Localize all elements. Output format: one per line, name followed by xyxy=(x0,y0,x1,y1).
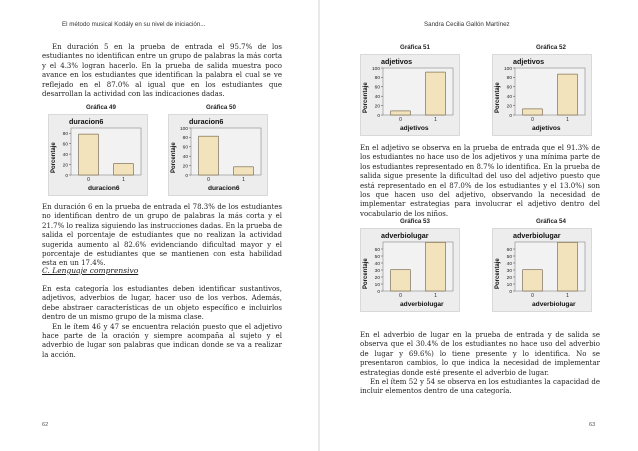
figure-50-label: Gráfica 50 xyxy=(206,104,236,111)
y-tick-label: 20 xyxy=(62,163,68,169)
y-tick-label: 0 xyxy=(65,173,68,179)
intro-paragraph: En duración 5 en la prueba de entrada el 95.7% de los estudiantes no identifican entre un grupo de palabras la más corta y el 4.3% logran hacerlo. En la prueba de salida muestra poco avance en los estudiantes que identifican la palabra el cual se ve reflejado en el 87.0% al igual que en los estudiantes que desarrollan la actividad con las indicaciones dadas. xyxy=(42,43,282,99)
y-tick-label: 60 xyxy=(374,247,380,253)
bar-0 xyxy=(391,270,411,291)
bar-chart-duracion6-salida xyxy=(168,114,268,196)
bar-0 xyxy=(523,109,543,115)
chart-y-axis-label: Porcentaje xyxy=(363,82,369,113)
bar-chart-adverbiolugar-entrada xyxy=(360,228,460,312)
section-title: C. Lenguaje comprensivo xyxy=(42,266,139,275)
y-tick-label: 20 xyxy=(374,104,380,110)
y-tick-label: 0 xyxy=(185,173,188,179)
chart-x-axis-label: adverbiolugar xyxy=(532,301,576,308)
chart-title: duracion6 xyxy=(189,117,224,126)
chart-title: adjetivos xyxy=(513,57,545,66)
figure-49-label: Gráfica 49 xyxy=(86,104,116,111)
chart-plot xyxy=(361,229,459,311)
bar-1 xyxy=(426,242,446,291)
x-tick-label: 0 xyxy=(207,177,210,183)
x-tick-label: 1 xyxy=(434,117,437,123)
y-tick-label: 100 xyxy=(371,66,380,72)
chart-title: adverbiolugar xyxy=(513,231,561,240)
figure-54-label: Gráfica 54 xyxy=(536,218,566,225)
bar-1 xyxy=(234,167,254,175)
bar-1 xyxy=(558,242,578,291)
y-tick-label: 20 xyxy=(506,275,512,281)
bar-0 xyxy=(523,270,543,291)
bar-chart-adverbiolugar-salida xyxy=(492,228,592,312)
y-tick-label: 60 xyxy=(506,85,512,91)
duracion6-paragraph: En duración 6 en la prueba de entrada el 78.3% de los estudiantes no identifican dentro de un grupo de palabras la más corta y el 21.7% lo realiza siguiendo las instrucciones dadas. En la prueba de salida el porcentaje de estudiantes que no realizan la actividad sugerida aumento al 82.6% evidenciando dificultad mayor y el porcentaje de estudiantes que se mantienen con esta habilidad esta en un 17.4%. xyxy=(42,203,282,268)
y-tick-label: 100 xyxy=(503,66,512,72)
y-tick-label: 40 xyxy=(374,95,380,100)
chart-y-axis-label: Porcentaje xyxy=(495,258,501,289)
chart-x-axis-label: duracion6 xyxy=(88,185,120,192)
adverbio-paragraph: En el adverbio de lugar en la prueba de entrada y de salida se observa que el 30.4% de los estudiantes no hace uso del adverbio de lugar y 69.6%) lo tiene presente y lo identifica. No se presentaron cambios, lo que indica la necesidad de implementar estrategias donde esté presente el adverbio de lugar. En el ítem 52 y 54 se observa en los estudiantes la capacidad de incluir elementos dentro de una categoría. xyxy=(360,331,600,396)
bar-1 xyxy=(114,164,134,175)
chart-title: duracion6 xyxy=(69,117,104,126)
y-tick-label: 10 xyxy=(506,282,512,288)
bar-0 xyxy=(79,134,99,175)
x-tick-label: 0 xyxy=(399,293,402,299)
figure-53-label: Gráfica 53 xyxy=(400,218,430,225)
y-tick-label: 60 xyxy=(62,142,68,148)
chart-x-axis-label: adverbiolugar xyxy=(400,301,444,308)
y-tick-label: 20 xyxy=(506,104,512,110)
y-tick-label: 80 xyxy=(374,76,380,82)
chart-title: adverbiolugar xyxy=(381,231,429,240)
chart-plot xyxy=(361,55,459,135)
y-tick-label: 0 xyxy=(377,289,380,295)
y-tick-label: 20 xyxy=(182,164,188,170)
y-tick-label: 80 xyxy=(62,132,68,138)
x-tick-label: 0 xyxy=(87,177,90,183)
x-tick-label: 0 xyxy=(399,117,402,123)
x-tick-label: 1 xyxy=(122,177,125,183)
y-tick-label: 30 xyxy=(374,268,380,274)
x-tick-label: 1 xyxy=(566,293,569,299)
bar-chart-adjetivos-salida xyxy=(492,54,592,136)
chart-y-axis-label: Porcentaje xyxy=(363,258,369,289)
y-tick-label: 0 xyxy=(509,289,512,295)
left-running-header: El método musical Kodály en su nivel de iniciación... xyxy=(62,21,206,28)
bar-1 xyxy=(426,72,446,115)
chart-x-axis-label: adjetivos xyxy=(400,125,429,132)
page-number-right: 63 xyxy=(589,422,596,428)
chart-x-axis-label: adjetivos xyxy=(532,125,561,132)
y-tick-label: 40 xyxy=(62,152,68,158)
y-tick-label: 30 xyxy=(506,268,512,274)
y-tick-label: 80 xyxy=(506,76,512,82)
right-page xyxy=(320,0,638,451)
right-running-header: Sandra Cecilia Gallón Martínez xyxy=(424,21,510,28)
x-tick-label: 1 xyxy=(566,117,569,123)
page-number-left: 62 xyxy=(42,422,49,428)
bar-0 xyxy=(391,111,411,115)
y-tick-label: 50 xyxy=(506,254,512,260)
chart-y-axis-label: Porcentaje xyxy=(51,142,57,173)
chart-y-axis-label: Porcentaje xyxy=(495,82,501,113)
bar-chart-adjetivos-entrada xyxy=(360,54,460,136)
bar-chart-duracion6-entrada xyxy=(48,114,148,196)
adjetivo-paragraph: En el adjetivo se observa en la prueba de entrada que el 91.3% de los estudiantes no hace uso de los adjetivos y una mínima parte de los estudiantes representado en 8.7% lo identifica. En la prueba de salida sigue presente la dificultad del uso del adjetivo puesto que está representado en el 87.0% de los estudiantes y el 13.0%) son los que hacen uso del adjetivo, observando la necesidad de implementar estrategias para involucrar el adjetivo dentro del vocabulario de los niños. xyxy=(360,144,600,218)
y-tick-label: 20 xyxy=(374,275,380,281)
y-tick-label: 80 xyxy=(182,136,188,142)
y-tick-label: 60 xyxy=(374,85,380,91)
figure-52-label: Gráfica 52 xyxy=(536,44,566,51)
y-tick-label: 10 xyxy=(374,282,380,288)
y-tick-label: 0 xyxy=(509,113,512,119)
y-tick-label: 100 xyxy=(179,126,188,132)
x-tick-label: 1 xyxy=(242,177,245,183)
chart-x-axis-label: duracion6 xyxy=(208,185,240,192)
bar-1 xyxy=(558,74,578,115)
y-tick-label: 60 xyxy=(182,145,188,151)
chart-plot xyxy=(49,115,147,195)
y-tick-label: 0 xyxy=(377,113,380,119)
y-tick-label: 40 xyxy=(506,95,512,100)
lenguaje-comprensivo-paragraph: En esta categoría los estudiantes deben identificar sustantivos, adjetivos, adverbios de lugar, hacer uso de los verbos. Además, debe abstraer características de un objeto específico e incluirlos dentro de un mismo grupo de la misma clase. En le ítem 46 y 47 se encuentra relación puesto que el adjetivo hace parte de la oración y siempre acompaña al sujeto y el adverbio de lugar son palabras que indican donde se va a realizar la acción. xyxy=(42,285,282,359)
y-tick-label: 50 xyxy=(374,254,380,260)
chart-y-axis-label: Porcentaje xyxy=(171,142,177,173)
x-tick-label: 0 xyxy=(531,117,534,123)
y-tick-label: 40 xyxy=(182,155,188,160)
y-tick-label: 40 xyxy=(506,261,512,267)
x-tick-label: 1 xyxy=(434,293,437,299)
chart-plot xyxy=(493,55,591,135)
bar-0 xyxy=(199,136,219,175)
chart-plot xyxy=(493,229,591,311)
y-tick-label: 40 xyxy=(374,261,380,267)
chart-plot xyxy=(169,115,267,195)
figure-51-label: Gráfica 51 xyxy=(400,44,430,51)
chart-title: adjetivos xyxy=(381,57,413,66)
x-tick-label: 0 xyxy=(531,293,534,299)
left-page xyxy=(0,0,318,451)
y-tick-label: 60 xyxy=(506,247,512,253)
